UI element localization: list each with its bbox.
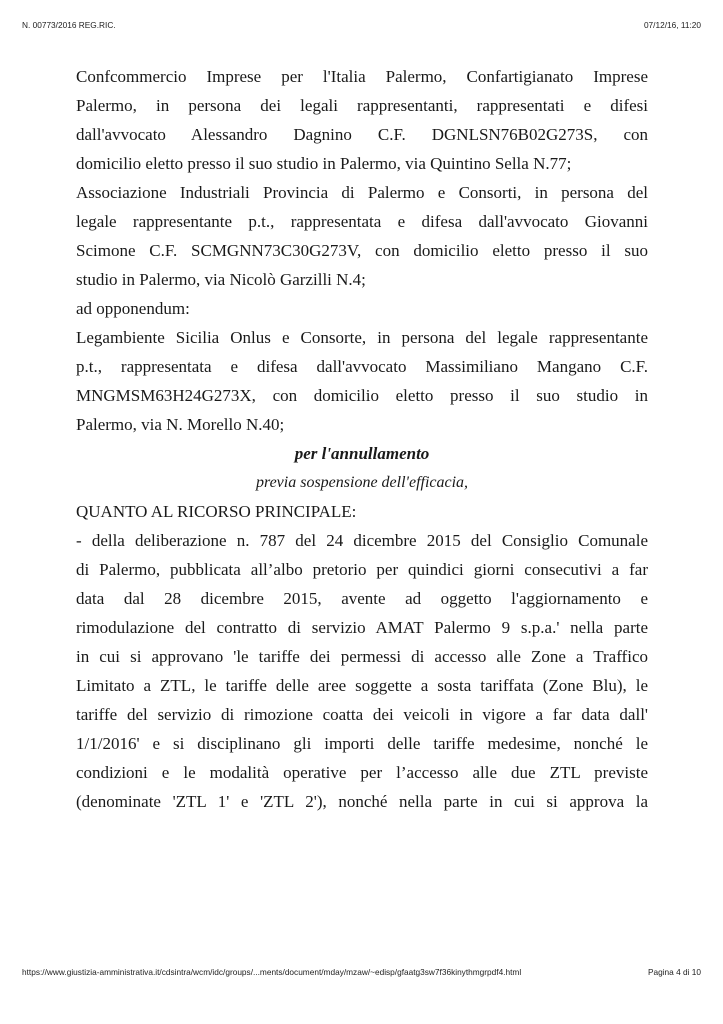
paragraph-associazione-industriali bbox=[76, 178, 648, 294]
heading-annullamento: per l'annullamento bbox=[294, 444, 430, 463]
paragraph-legambiente bbox=[76, 323, 648, 439]
document-body bbox=[76, 62, 648, 816]
text-line: Scimone C.F. SCMGNN73C30G273V, con domicilio eletto presso il suo bbox=[76, 241, 648, 260]
text-line: Palermo, via N. Morello N.40; bbox=[76, 415, 285, 434]
heading-sospensione: previa sospensione dell'efficacia, bbox=[255, 474, 469, 491]
heading-block bbox=[76, 439, 648, 526]
paragraph-deliberazione bbox=[76, 526, 648, 816]
heading-ricorso-principale: QUANTO AL RICORSO PRINCIPALE: bbox=[76, 502, 357, 521]
header-timestamp: 07/12/16, 11:20 bbox=[643, 20, 701, 30]
text-line: condizioni e le modalità operative per l’accesso alle due ZTL previste bbox=[76, 763, 648, 782]
text-line: p.t., rappresentata e difesa dall'avvocato Massimiliano Mangano C.F. bbox=[76, 357, 648, 376]
ad-opponendum-label: ad opponendum: bbox=[76, 299, 190, 318]
text-line: Associazione Industriali Provincia di Palermo e Consorti, in persona del bbox=[76, 183, 648, 202]
text-line: data dal 28 dicembre 2015, avente ad oggetto l'aggiornamento e bbox=[76, 589, 648, 608]
text-line: legale rappresentante p.t., rappresentata e difesa dall'avvocato Giovanni bbox=[76, 212, 648, 231]
text-line: Palermo, in persona dei legali rappresentanti, rappresentati e difesi bbox=[76, 96, 648, 115]
text-line: studio in Palermo, via Nicolò Garzilli N.4; bbox=[76, 270, 366, 289]
text-line: di Palermo, pubblicata all’albo pretorio per quindici giorni consecutivi a far bbox=[76, 560, 648, 579]
text-line: (denominate 'ZTL 1' e 'ZTL 2'), nonché nella parte in cui si approva la bbox=[76, 792, 648, 811]
paragraph-ad-opponendum bbox=[76, 294, 648, 323]
text-line: Limitato a ZTL, le tariffe delle aree soggette a sosta tariffata (Zone Blu), le bbox=[76, 676, 648, 695]
header-case-number: N. 00773/2016 REG.RIC. bbox=[22, 20, 116, 30]
text-line: Confcommercio Imprese per l'Italia Palermo, Confartigianato Imprese bbox=[76, 67, 648, 86]
text-line: rimodulazione del contratto di servizio AMAT Palermo 9 s.p.a.' nella parte bbox=[76, 618, 648, 637]
text-line: dall'avvocato Alessandro Dagnino C.F. DGNLSN76B02G273S, con bbox=[76, 125, 648, 144]
text-line: tariffe del servizio di rimozione coatta dei veicoli in vigore a far data dall' bbox=[76, 705, 648, 724]
footer-url-link[interactable]: https://www.giustizia-amministrativa.it/cdsintra/wcm/idc/groups/...ments/document/mday/mzaw/~edisp/gfaatg3sw7f36kinythmgrpdf4.html bbox=[22, 967, 522, 977]
text-line: Legambiente Sicilia Onlus e Consorte, in persona del legale rappresentante bbox=[76, 328, 648, 347]
text-line: 1/1/2016' e si disciplinano gli importi delle tariffe medesime, nonché le bbox=[76, 734, 648, 753]
text-line: - della deliberazione n. 787 del 24 dicembre 2015 del Consiglio Comunale bbox=[76, 531, 648, 550]
text-line: MNGMSM63H24G273X, con domicilio eletto presso il suo studio in bbox=[76, 386, 648, 405]
paragraph-confcommercio bbox=[76, 62, 648, 178]
text-line: in cui si approvano 'le tariffe dei permessi di accesso alle Zone a Traffico bbox=[76, 647, 648, 666]
footer-page-number: Pagina 4 di 10 bbox=[647, 967, 701, 977]
text-line: domicilio eletto presso il suo studio in Palermo, via Quintino Sella N.77; bbox=[76, 154, 572, 173]
